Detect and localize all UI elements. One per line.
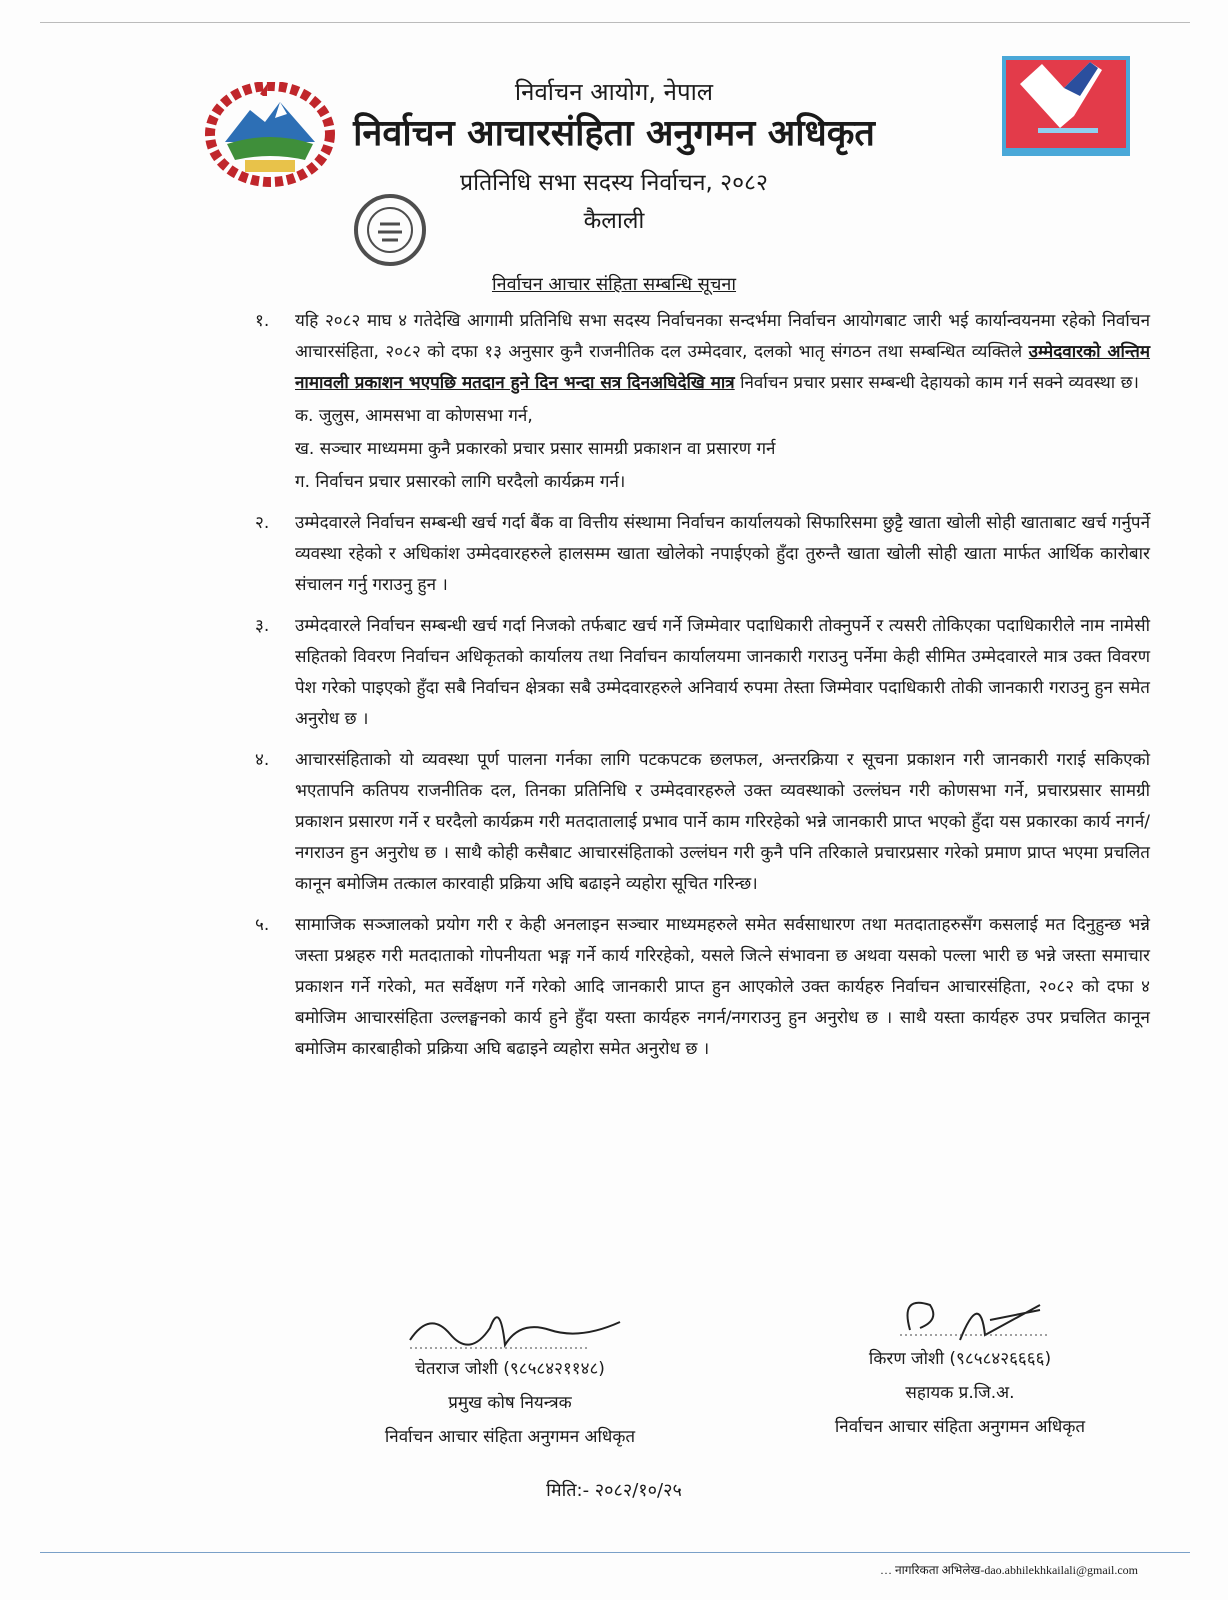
official-stamp-icon (350, 190, 430, 270)
paragraph-text: निर्वाचन प्रचार प्रसार सम्बन्धी देहायको काम गर्न सक्ने व्यवस्था छ। (734, 373, 1139, 393)
paragraph-text: उम्मेदवारले निर्वाचन सम्बन्धी खर्च गर्दा निजको तर्फबाट खर्च गर्ने जिम्मेवार पदाधिकारी तोक्नुपर्ने र त्यसरी तोकिएका पदाधिकारीले नाम नामेसी सहितको विवरण निर्वाचन अधिकृतको कार्यालय तथा निर्वाचन कार्यालयमा जानकारी गराउनु पर्नेमा केही सीमित उम्मेदवारले मात्र उक्त विवरण पेश गरेको पाइएको हुँदा सबै निर्वाचन क्षेत्रका सबै उम्मेदवारहरुले अनिवार्य रुपमा तेस्ता जिम्मेवार पदाधिकारी तोकी जानकारी गराउनु हुन समेत अनुरोध छ । (295, 616, 1150, 729)
sub-item: ग. निर्वाचन प्रचार प्रसारको लागि घरदैलो कार्यक्रम गर्न। (295, 472, 626, 492)
signatory-title: सहायक प्र.जि.अ. (905, 1383, 1015, 1403)
signatory-right (790, 1290, 1130, 1444)
signatory-role: निर्वाचन आचार संहिता अनुगमन अधिकृत (384, 1427, 636, 1447)
sub-item: क. जुलुस, आमसभा वा कोणसभा गर्न, (295, 406, 533, 426)
paragraph-number: ४. (255, 750, 270, 770)
election-title: प्रतिनिधि सभा सदस्य निर्वाचन, २०८२ (460, 170, 768, 196)
signatory-title: प्रमुख कोष नियन्त्रक (448, 1393, 572, 1413)
footer-divider (40, 1552, 1190, 1553)
notice-body (255, 306, 1150, 1075)
notice-subject: निर्वाचन आचार संहिता सम्बन्धि सूचना (491, 274, 737, 295)
signatory-role: निर्वाचन आचार संहिता अनुगमन अधिकृत (834, 1417, 1086, 1437)
paragraph-text: उम्मेदवारले निर्वाचन सम्बन्धी खर्च गर्दा बैंक वा वित्तीय संस्थामा निर्वाचन कार्यालयको सिफारिसमा छुट्टै खाता खोली सोही खाताबाट खर्च गर्नुपर्ने व्यवस्था रहेको र अधिकांश उम्मेदवारहरुले हालसम्म खाता खोलेको नपाईएको हुँदा तुरुन्तै खाता खोली सोही खाता मार्फत आर्थिक कारोबार संचालन गर्नु गराउनु हुन । (295, 513, 1150, 595)
emphasized-text: उम्मेदवारको अन्तिम नामावली प्रकाशन भएपछि मतदान हुने दिन भन्दा सत्र दिनअघिदेखि मात्र (295, 342, 1151, 393)
paragraph-text: यहि २०८२ माघ ४ गतेदेखि आगामी प्रतिनिधि सभा सदस्य निर्वाचनका सन्दर्भमा निर्वाचन आयोगबाट जारी भई कार्यान्वयनमा रहेको निर्वाचन आचारसंहिता, २०८२ को दफा १३ अनुसार कुनै राजनीतिक दल उम्मेदवार, दलको भातृ संगठन तथा सम्बन्धित व्यक्तिले (295, 311, 1150, 362)
paragraph-text: आचारसंहिताको यो व्यवस्था पूर्ण पालना गर्नका लागि पटकपटक छलफल, अन्तरक्रिया र सूचना प्रकाशन गरी जानकारी गराई सकिएको भएतापनि कतिपय राजनीतिक दल, तिनका प्रतिनिधि र उम्मेदवारहरुले उक्त व्यवस्थाको उल्लंघन गरी कोणसभा गर्ने, प्रचारप्रसार सामग्री प्रकाशन प्रसारण गर्ने र घरदैलो कार्यक्रम गरी मतदातालाई प्रभाव पार्ने काम गरिरहेको भन्ने जानकारी प्राप्त भएको हुँदा यस प्रकारका कार्य नगर्न/नगराउन हुन अनुरोध छ । साथै कोही कसैबाट आचारसंहिताको उल्लंघन गरी कुनै पनि तरिकाले प्रचारप्रसार गरेको प्रमाण प्राप्त भएमा प्रचलित कानून बमोजिम तत्काल कारवाही प्रक्रिया अघि बढाइने व्यहोरा सूचित गरिन्छ। (295, 750, 1150, 894)
district-name: कैलाली (583, 208, 645, 234)
top-divider (40, 22, 1190, 23)
signatory-name: किरण जोशी (९८५८४२६६६६) (868, 1349, 1052, 1369)
paragraph-text: सामाजिक सञ्जालको प्रयोग गरी र केही अनलाइन सञ्चार माध्यमहरुले समेत सर्वसाधारण तथा मतदाताहरुसँग कसलाई मत दिनुहुन्छ भन्ने जस्ता प्रश्नहरु गरी मतदाताको गोपनीयता भङ्ग गर्ने कार्य गरिरहेको, यसले जित्ने संभावना छ अथवा यसको पल्ला भारी छ भन्ने जस्ता समाचार प्रकाशन गर्ने गरेको, मत सर्वेक्षण गर्ने गरेको आदि जानकारी प्राप्त हुन आएकोले उक्त कार्यहरु निर्वाचन आचारसंहिता, २०८२ को दफा ४ बमोजिम आचारसंहिता उल्लङ्घनको कार्य हुने हुँदा यस्ता कार्यहरु नगर्न/नगराउनु हुन अनुरोध छ । साथै यस्ता कार्यहरु उपर प्रचलित कानून बमोजिम कारबाहीको प्रक्रिया अघि बढाइने व्यहोरा समेत अनुरोध छ । (295, 915, 1150, 1059)
paragraph-number: २. (255, 513, 270, 533)
paragraph-5 (255, 910, 1150, 1065)
paragraph-3 (255, 611, 1150, 735)
notice-date: मिति:- २०८२/१०/२५ (546, 1480, 682, 1501)
paragraph-1 (255, 306, 1150, 498)
paragraph-number: ३. (255, 616, 270, 636)
sub-item: ख. सञ्चार माध्यममा कुनै प्रकारको प्रचार प्रसार सामग्री प्रकाशन वा प्रसारण गर्न (295, 439, 776, 459)
footer-contact: … नागरिकता अभिलेख-dao.abhilekhkailali@gmail.com (879, 1563, 1138, 1577)
paragraph-number: १. (255, 311, 270, 331)
signatory-name: चेतराज जोशी (९८५८४२११४८) (415, 1359, 605, 1379)
signatory-left (345, 1300, 675, 1454)
office-title: निर्वाचन आचारसंहिता अनुगमन अधिकृत (353, 113, 875, 154)
paragraph-2 (255, 508, 1150, 601)
signature-icon (840, 1290, 1080, 1342)
signature-icon (390, 1300, 630, 1352)
paragraph-number: ५. (255, 915, 270, 935)
paragraph-4 (255, 745, 1150, 900)
commission-name: निर्वाचन आयोग, नेपाल (514, 78, 714, 106)
